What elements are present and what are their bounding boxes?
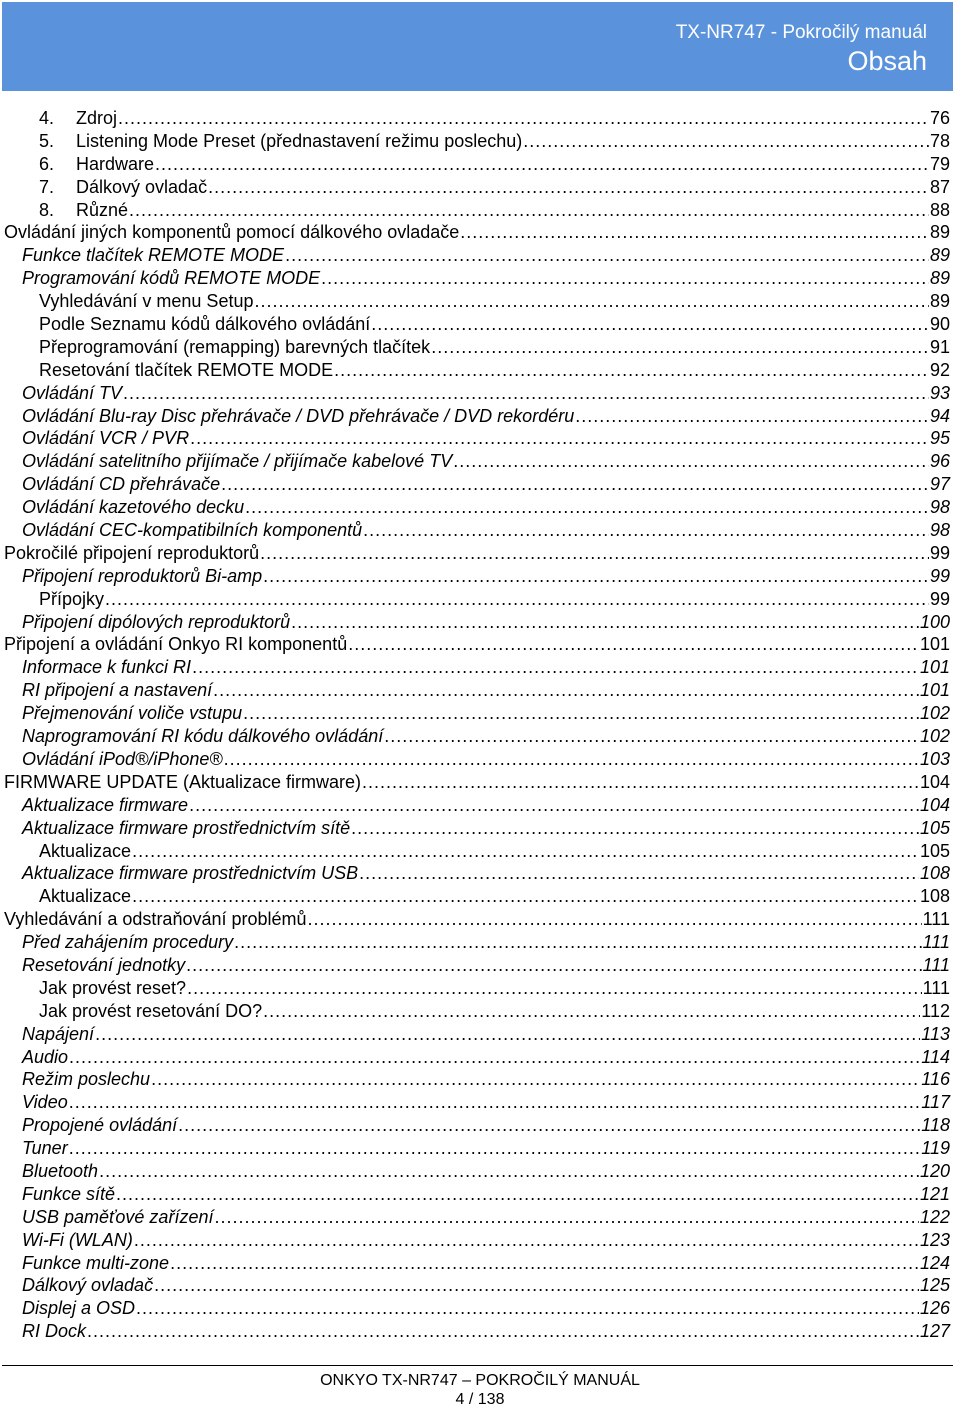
toc-entry-page: 95 bbox=[929, 428, 950, 449]
dot-leader bbox=[362, 771, 919, 794]
toc-entry[interactable] bbox=[0, 931, 960, 954]
dot-leader bbox=[431, 336, 929, 359]
toc-entry-page: 117 bbox=[921, 1092, 950, 1113]
toc-entry[interactable] bbox=[0, 840, 960, 863]
dot-leader bbox=[186, 954, 922, 977]
toc-entry[interactable] bbox=[0, 107, 960, 130]
toc-entry[interactable] bbox=[0, 1206, 960, 1229]
toc-entry-page: 116 bbox=[921, 1069, 950, 1090]
toc-entry[interactable] bbox=[0, 1114, 960, 1137]
dot-leader bbox=[348, 633, 919, 656]
toc-entry-page: 96 bbox=[929, 451, 950, 472]
toc-entry-page: 111 bbox=[922, 977, 950, 998]
toc-entry-page: 127 bbox=[919, 1321, 950, 1342]
toc-entry-page: 124 bbox=[919, 1252, 950, 1273]
toc-entry-label: Podle Seznamu kódů dálkového ovládání bbox=[39, 314, 371, 335]
toc-entry-page: 76 bbox=[929, 108, 950, 128]
toc-entry-label: Přeprogramování (remapping) barevných tlačítek bbox=[39, 336, 431, 357]
toc-entry-label bbox=[39, 199, 128, 222]
toc-entry-page: 104 bbox=[919, 771, 950, 792]
dot-leader bbox=[69, 1046, 920, 1069]
toc-entry-page: 101 bbox=[919, 657, 950, 678]
dot-leader bbox=[170, 1252, 919, 1275]
dot-leader bbox=[363, 519, 929, 542]
toc-entry[interactable] bbox=[0, 244, 960, 267]
dot-leader bbox=[260, 542, 929, 565]
toc-entry[interactable] bbox=[0, 588, 960, 611]
toc-entry[interactable] bbox=[0, 679, 960, 702]
toc-entry-page: 99 bbox=[929, 542, 950, 563]
toc-entry-label: Video bbox=[22, 1092, 68, 1113]
dot-leader bbox=[87, 1320, 919, 1343]
dot-leader bbox=[69, 1091, 921, 1114]
toc-entry-label: Displej a OSD bbox=[22, 1298, 136, 1319]
toc-entry[interactable] bbox=[0, 382, 960, 405]
toc-entry-label: Jak provést resetování DO? bbox=[39, 1000, 263, 1021]
toc-entry-label bbox=[39, 130, 522, 153]
toc-entry[interactable] bbox=[0, 1252, 960, 1275]
toc-entry[interactable] bbox=[0, 313, 960, 336]
toc-entry-page: 94 bbox=[929, 405, 950, 426]
dot-leader bbox=[155, 153, 929, 176]
toc-entry[interactable] bbox=[0, 771, 960, 794]
toc-entry-page: 99 bbox=[929, 588, 950, 609]
toc-entry-page: 89 bbox=[929, 222, 950, 243]
toc-entry-page: 78 bbox=[929, 130, 950, 151]
toc-entry-page: 89 bbox=[929, 245, 950, 266]
toc-entry-page: 91 bbox=[929, 336, 950, 357]
toc-entry-label: Aktualizace bbox=[39, 840, 132, 861]
toc-entry[interactable] bbox=[0, 1068, 960, 1091]
toc-entry-label: Audio bbox=[22, 1046, 69, 1067]
toc-entry-label bbox=[39, 107, 117, 130]
dot-leader bbox=[453, 450, 929, 473]
toc-entry-page: 105 bbox=[919, 817, 950, 838]
dot-leader bbox=[221, 473, 929, 496]
toc-entry-label bbox=[39, 176, 207, 199]
toc-entry-label: Naprogramování RI kódu dálkového ovládání bbox=[22, 726, 384, 747]
toc-entry-page: 108 bbox=[919, 886, 950, 907]
toc-entry[interactable] bbox=[0, 1274, 960, 1297]
dot-leader bbox=[308, 908, 922, 931]
toc-entry-page: 98 bbox=[929, 520, 950, 541]
toc-entry-page: 118 bbox=[921, 1115, 950, 1136]
toc-entry-label: RI Dock bbox=[22, 1321, 87, 1342]
toc-entry-page: 123 bbox=[919, 1229, 950, 1250]
toc-entry-text: Hardware bbox=[76, 153, 155, 174]
toc-entry-page: 98 bbox=[929, 497, 950, 518]
toc-entry[interactable] bbox=[0, 496, 960, 519]
toc-entry[interactable] bbox=[0, 542, 960, 565]
toc-entry-label: Připojení dipólových reproduktorů bbox=[22, 611, 291, 632]
toc-entry-label: Ovládání jiných komponentů pomocí dálkového ovladače bbox=[4, 222, 460, 243]
toc-entry[interactable] bbox=[0, 565, 960, 588]
toc-entry-label: Ovládání CEC-kompatibilních komponentů bbox=[22, 520, 363, 541]
dot-leader bbox=[263, 565, 929, 588]
toc-entry-label: Připojení a ovládání Onkyo RI komponentů bbox=[4, 634, 348, 655]
toc-entry-page: 97 bbox=[929, 474, 950, 495]
toc-entry-label: Bluetooth bbox=[22, 1160, 99, 1181]
toc-entry[interactable] bbox=[0, 1320, 960, 1343]
toc-entry[interactable] bbox=[0, 1023, 960, 1046]
toc-entry-page: 105 bbox=[919, 840, 950, 861]
footer-manual-name: ONKYO TX-NR747 – POKROČILÝ MANUÁL bbox=[320, 1372, 640, 1389]
dot-leader bbox=[243, 702, 919, 725]
toc-entry-label: Přejmenování voliče vstupu bbox=[22, 703, 243, 724]
dot-leader bbox=[69, 1137, 921, 1160]
toc-entry[interactable] bbox=[0, 1160, 960, 1183]
dot-leader bbox=[460, 221, 929, 244]
dot-leader bbox=[187, 977, 922, 1000]
toc-entry-page: 101 bbox=[919, 680, 950, 701]
dot-leader bbox=[95, 1023, 920, 1046]
toc-entry-label: Ovládání satelitního přijímače / přijímače kabelové TV bbox=[22, 451, 453, 472]
toc-entry-label: Aktualizace firmware prostřednictvím sítě bbox=[22, 817, 351, 838]
toc-entry[interactable] bbox=[0, 130, 960, 153]
toc-entry-number: 6. bbox=[39, 153, 55, 174]
toc-entry-label: Resetování jednotky bbox=[22, 954, 186, 975]
toc-entry-label: Ovládání TV bbox=[22, 382, 123, 403]
dot-leader bbox=[99, 1160, 919, 1183]
toc-entry-page: 125 bbox=[919, 1275, 950, 1296]
toc-entry-label: Ovládání CD přehrávače bbox=[22, 474, 221, 495]
toc-entry-label: Připojení reproduktorů Bi-amp bbox=[22, 565, 263, 586]
dot-leader bbox=[132, 885, 919, 908]
toc-entry-label: Funkce tlačítek REMOTE MODE bbox=[22, 245, 285, 266]
toc-entry-label: Funkce multi-zone bbox=[22, 1252, 170, 1273]
toc-entry-text: Zdroj bbox=[76, 108, 118, 128]
dot-leader bbox=[224, 748, 919, 771]
toc-entry-label: Propojené ovládání bbox=[22, 1115, 178, 1136]
toc-entry[interactable] bbox=[0, 817, 960, 840]
toc-entry[interactable] bbox=[0, 153, 960, 176]
toc-entry[interactable] bbox=[0, 954, 960, 977]
toc-entry[interactable] bbox=[0, 336, 960, 359]
dot-leader bbox=[178, 1114, 920, 1137]
toc-entry[interactable] bbox=[0, 199, 960, 222]
toc-entry-page: 108 bbox=[919, 863, 950, 884]
toc-entry[interactable] bbox=[0, 633, 960, 656]
toc-entry-label: Ovládání kazetového decku bbox=[22, 497, 245, 518]
toc-entry-page: 113 bbox=[921, 1023, 950, 1044]
toc-entry[interactable] bbox=[0, 450, 960, 473]
toc-entry[interactable] bbox=[0, 1297, 960, 1320]
dot-leader bbox=[321, 267, 929, 290]
toc-entry-label: USB paměťové zařízení bbox=[22, 1206, 214, 1227]
toc-entry-label: Jak provést reset? bbox=[39, 977, 187, 998]
toc-entry-label: Informace k funkci RI bbox=[22, 657, 192, 678]
toc-entry[interactable] bbox=[0, 611, 960, 634]
toc-entry[interactable] bbox=[0, 725, 960, 748]
toc-entry-page: 89 bbox=[929, 291, 950, 312]
toc-entry[interactable] bbox=[0, 221, 960, 244]
dot-leader bbox=[105, 588, 929, 611]
toc-entry[interactable] bbox=[0, 176, 960, 199]
dot-leader bbox=[129, 199, 929, 222]
toc-entry[interactable] bbox=[0, 1046, 960, 1069]
page-header bbox=[2, 2, 953, 91]
dot-leader bbox=[334, 359, 929, 382]
dot-leader bbox=[213, 679, 919, 702]
dot-leader bbox=[136, 1297, 919, 1320]
dot-leader bbox=[523, 130, 929, 153]
toc-entry[interactable] bbox=[0, 427, 960, 450]
toc-entry-page: 90 bbox=[929, 314, 950, 335]
toc-entry[interactable] bbox=[0, 519, 960, 542]
dot-leader bbox=[371, 313, 929, 336]
toc-entry-label: Pokročilé připojení reproduktorů bbox=[4, 542, 260, 563]
toc-entry-text: Různé bbox=[76, 199, 129, 220]
toc-entry-label: Dálkový ovladač bbox=[22, 1275, 154, 1296]
dot-leader bbox=[151, 1068, 920, 1091]
dot-leader bbox=[154, 1274, 919, 1297]
toc-entry[interactable] bbox=[0, 473, 960, 496]
toc-entry-page: 104 bbox=[919, 794, 950, 815]
toc-entry-label: Ovládání iPod®/iPhone® bbox=[22, 748, 223, 769]
toc-entry[interactable] bbox=[0, 885, 960, 908]
dot-leader bbox=[134, 1229, 919, 1252]
toc-entry-page: 126 bbox=[919, 1298, 950, 1319]
toc-entry-number: 5. bbox=[39, 130, 55, 151]
dot-leader bbox=[285, 244, 929, 267]
toc-entry-label: Napájení bbox=[22, 1023, 95, 1044]
toc-entry[interactable] bbox=[0, 1229, 960, 1252]
toc-entry-page: 92 bbox=[929, 359, 950, 380]
toc-entry[interactable] bbox=[0, 908, 960, 931]
toc-entry-label: Aktualizace bbox=[39, 886, 132, 907]
dot-leader bbox=[116, 1183, 919, 1206]
manual-title: TX-NR747 - Pokročilý manuál bbox=[675, 22, 927, 43]
toc-entry-label: Tuner bbox=[22, 1138, 68, 1159]
toc-entry[interactable] bbox=[0, 1000, 960, 1023]
table-of-contents bbox=[0, 107, 960, 1343]
toc-entry[interactable] bbox=[0, 359, 960, 382]
toc-entry[interactable] bbox=[0, 862, 960, 885]
dot-leader bbox=[575, 405, 929, 428]
toc-entry-label: Přípojky bbox=[39, 588, 105, 609]
toc-entry-label: Funkce sítě bbox=[22, 1183, 116, 1204]
toc-entry[interactable] bbox=[0, 748, 960, 771]
dot-leader bbox=[208, 176, 929, 199]
toc-entry-number: 4. bbox=[39, 108, 55, 128]
toc-entry-text: Dálkový ovladač bbox=[76, 176, 208, 197]
toc-entry-page: 102 bbox=[919, 703, 950, 724]
toc-entry-page: 120 bbox=[919, 1160, 950, 1181]
toc-entry-label: Aktualizace firmware prostřednictvím USB bbox=[22, 863, 359, 884]
toc-entry-label: Před zahájením procedury bbox=[22, 932, 234, 953]
footer-divider bbox=[2, 1365, 953, 1366]
toc-entry-label: Vyhledávání a odstraňování problémů bbox=[4, 909, 307, 930]
toc-entry[interactable] bbox=[0, 1137, 960, 1160]
toc-entry[interactable] bbox=[0, 1091, 960, 1114]
dot-leader bbox=[245, 496, 929, 519]
toc-entry-page: 122 bbox=[919, 1206, 950, 1227]
toc-entry-page: 103 bbox=[919, 748, 950, 769]
toc-entry-label: Programování kódů REMOTE MODE bbox=[22, 268, 321, 289]
toc-entry[interactable] bbox=[0, 1183, 960, 1206]
toc-entry-page: 100 bbox=[919, 611, 950, 632]
dot-leader bbox=[123, 382, 929, 405]
toc-entry[interactable] bbox=[0, 794, 960, 817]
toc-entry[interactable] bbox=[0, 656, 960, 679]
dot-leader bbox=[291, 611, 919, 634]
toc-entry-page: 121 bbox=[919, 1183, 950, 1204]
toc-entry-page: 119 bbox=[921, 1138, 950, 1159]
dot-leader bbox=[263, 1000, 920, 1023]
toc-entry[interactable] bbox=[0, 267, 960, 290]
dot-leader bbox=[254, 290, 928, 313]
toc-entry[interactable] bbox=[0, 290, 960, 313]
toc-entry-label: Ovládání VCR / PVR bbox=[22, 428, 190, 449]
toc-entry-label: Vyhledávání v menu Setup bbox=[39, 291, 254, 312]
toc-entry-text: Listening Mode Preset (přednastavení režimu poslechu) bbox=[76, 130, 523, 151]
dot-leader bbox=[359, 862, 919, 885]
toc-entry-page: 111 bbox=[922, 932, 950, 953]
toc-entry-label: Resetování tlačítek REMOTE MODE bbox=[39, 359, 334, 380]
toc-entry-page: 93 bbox=[929, 382, 950, 403]
toc-entry-page: 112 bbox=[921, 1000, 950, 1021]
dot-leader bbox=[192, 656, 919, 679]
page-title: Obsah bbox=[847, 46, 927, 76]
toc-entry-number: 8. bbox=[39, 199, 55, 220]
toc-entry-label: Aktualizace firmware bbox=[22, 794, 189, 815]
dot-leader bbox=[234, 931, 922, 954]
toc-entry-label: RI připojení a nastavení bbox=[22, 680, 213, 701]
toc-entry-page: 87 bbox=[929, 176, 950, 197]
toc-entry-label: Režim poslechu bbox=[22, 1069, 151, 1090]
dot-leader bbox=[351, 817, 919, 840]
toc-entry-page: 114 bbox=[921, 1046, 950, 1067]
toc-entry-label: Wi-Fi (WLAN) bbox=[22, 1229, 133, 1250]
toc-entry-page: 111 bbox=[922, 954, 950, 975]
footer-page-number: 4 / 138 bbox=[455, 1391, 505, 1408]
dot-leader bbox=[214, 1206, 918, 1229]
toc-entry-page: 88 bbox=[929, 199, 950, 220]
toc-entry-label bbox=[39, 153, 154, 176]
toc-entry-page: 102 bbox=[919, 726, 950, 747]
toc-entry-page: 111 bbox=[922, 909, 950, 930]
dot-leader bbox=[384, 725, 919, 748]
toc-entry-page: 89 bbox=[929, 268, 950, 289]
toc-entry-page: 99 bbox=[929, 565, 950, 586]
toc-entry[interactable] bbox=[0, 405, 960, 428]
toc-entry-label: FIRMWARE UPDATE (Aktualizace firmware) bbox=[4, 771, 362, 792]
toc-entry-page: 79 bbox=[929, 153, 950, 174]
dot-leader bbox=[189, 794, 919, 817]
toc-entry-number: 7. bbox=[39, 176, 55, 197]
toc-entry-label: Ovládání Blu-ray Disc přehrávače / DVD přehrávače / DVD rekordéru bbox=[22, 405, 575, 426]
dot-leader bbox=[118, 107, 929, 130]
dot-leader bbox=[190, 427, 929, 450]
toc-entry[interactable] bbox=[0, 977, 960, 1000]
toc-entry-page: 101 bbox=[919, 634, 950, 655]
dot-leader bbox=[132, 840, 919, 863]
toc-entry[interactable] bbox=[0, 702, 960, 725]
